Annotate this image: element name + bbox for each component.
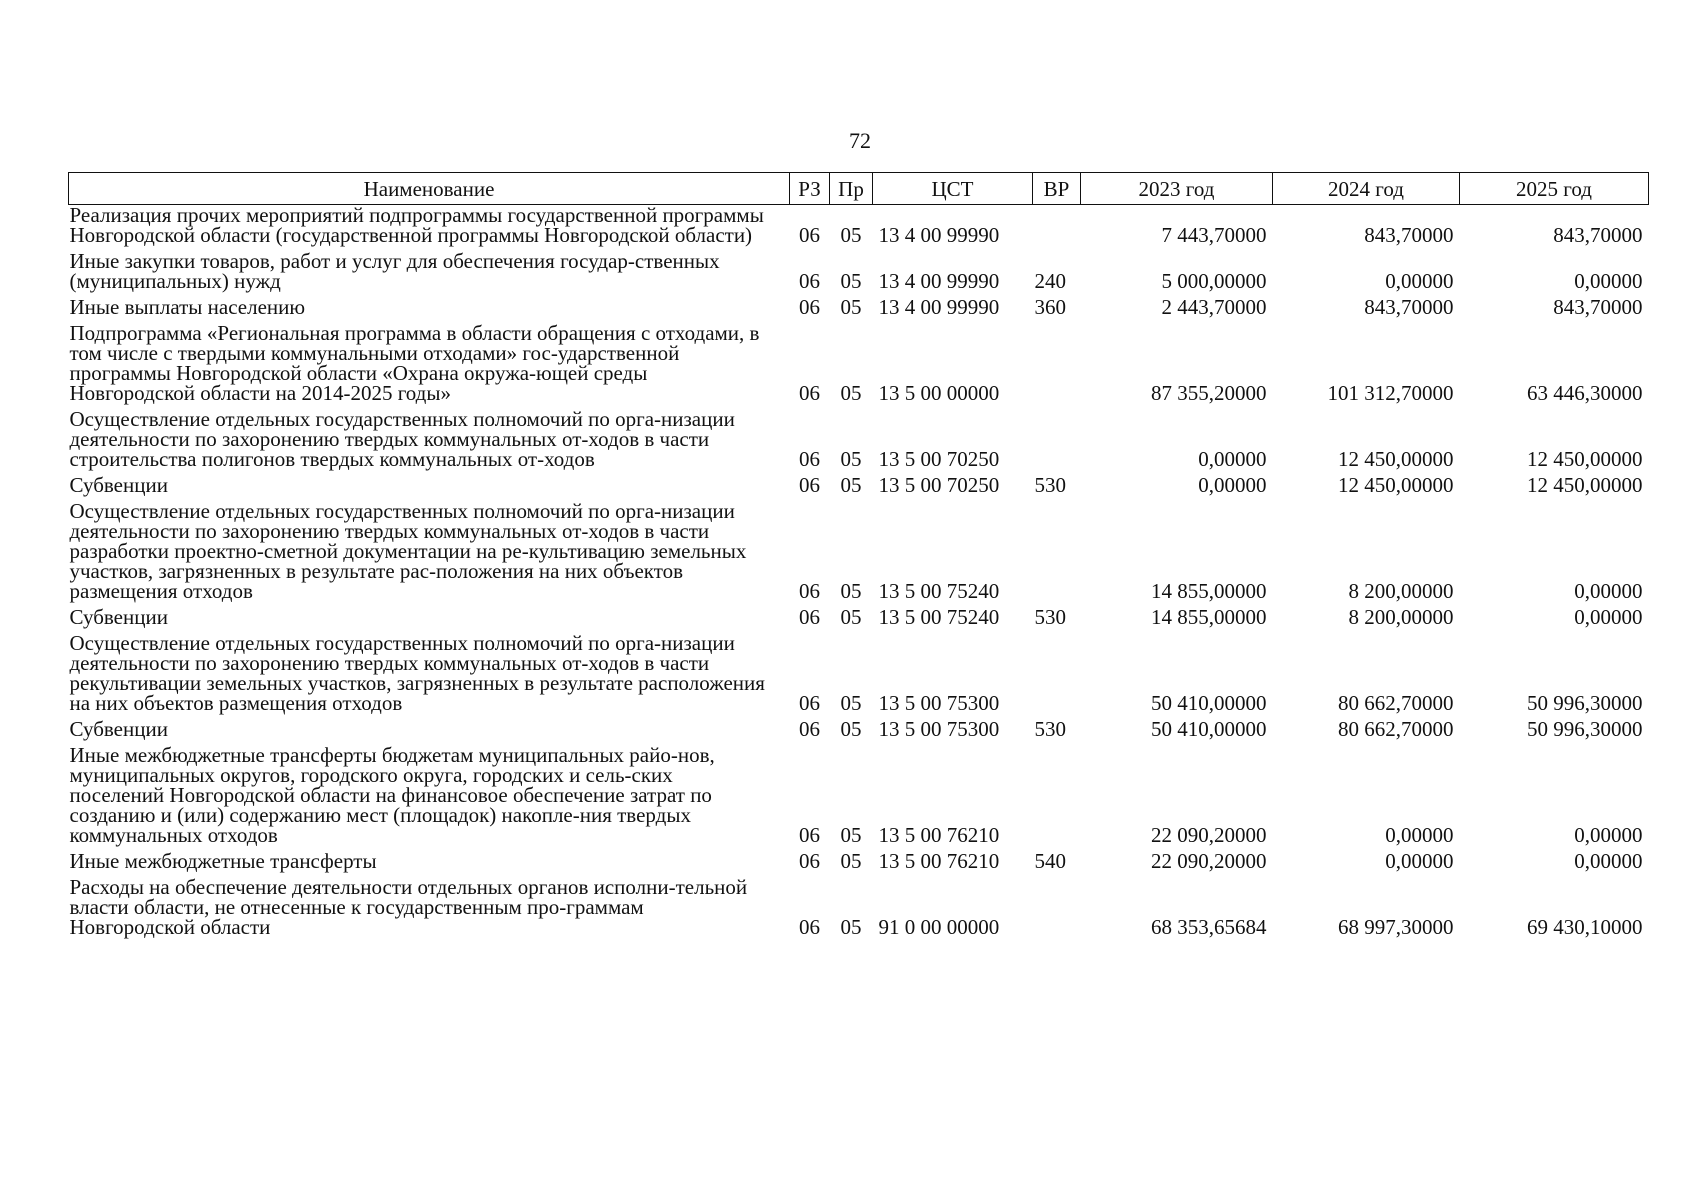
cell-2025: 69 430,10000 [1527, 915, 1643, 939]
cell-cst: 13 4 00 99990 [878, 269, 1000, 293]
cell-name: Иные выплаты населению [69, 295, 306, 319]
cell-cst: 13 5 00 75300 [878, 691, 1000, 715]
cell-2025: 0,00000 [1574, 269, 1643, 293]
cell-name: Субвенции [69, 605, 168, 629]
cell-vr [1033, 741, 1081, 847]
cell-rz: 06 [799, 823, 820, 847]
cell-cst: 13 5 00 76210 [878, 849, 1000, 873]
cell-rz: 06 [799, 605, 820, 629]
cell-2025: 50 996,30000 [1527, 691, 1643, 715]
cell-rz: 06 [799, 717, 820, 741]
cell-2024: 12 450,00000 [1338, 473, 1454, 497]
cell-name: Осуществление отдельных государственных полномочий по орга-низации деятельности по захоронению твердых коммунальных от-ходов в части разработки проектно-сметной документации на ре-культивацию земельных участков, загрязненных в результате рас-положения на них объектов размещения отходов [69, 499, 747, 603]
cell-cst: 13 4 00 99990 [878, 223, 1000, 247]
header-name: Наименование [69, 173, 790, 205]
cell-rz: 06 [799, 381, 820, 405]
cell-rz: 06 [799, 691, 820, 715]
cell-pr: 05 [840, 823, 862, 847]
cell-2023: 0,00000 [1198, 447, 1267, 471]
cell-pr: 05 [840, 579, 862, 603]
cell-2024: 843,70000 [1364, 223, 1454, 247]
cell-2024: 0,00000 [1385, 269, 1454, 293]
cell-name: Расходы на обеспечение деятельности отдельных органов исполни-тельной власти области, не отнесенные к государственным про-граммам Новгородской области [69, 875, 748, 939]
header-2025: 2025 год [1460, 173, 1649, 205]
cell-name: Подпрограмма «Региональная программа в области обращения с отходами, в том числе с твердыми коммунальными отходами» гос-ударственной программы Новгородской области «Охрана окружа-ющей среды Новгородской области на 2014-2025 годы» [69, 321, 760, 405]
table-row [69, 319, 1649, 405]
cell-pr: 05 [840, 691, 862, 715]
table-row [69, 629, 1649, 715]
table-row [69, 205, 1649, 248]
table-body [69, 205, 1649, 940]
cell-2025: 63 446,30000 [1527, 381, 1643, 405]
cell-2023: 0,00000 [1198, 473, 1267, 497]
cell-name: Реализация прочих мероприятий подпрограммы государственной программы Новгородской области (государственной программы Новгородской области) [69, 203, 764, 247]
header-2023: 2023 год [1081, 173, 1273, 205]
cell-cst: 13 5 00 00000 [878, 381, 1000, 405]
cell-2023: 14 855,00000 [1151, 605, 1267, 629]
cell-2025: 12 450,00000 [1527, 473, 1643, 497]
cell-pr: 05 [840, 849, 862, 873]
table-row [69, 497, 1649, 603]
cell-2023: 68 353,65684 [1151, 915, 1267, 939]
cell-cst: 13 5 00 75300 [878, 717, 1000, 741]
cell-2023: 14 855,00000 [1151, 579, 1267, 603]
cell-rz: 06 [799, 473, 820, 497]
cell-vr [1033, 405, 1081, 471]
cell-vr: 540 [1034, 849, 1066, 873]
table-row [69, 847, 1649, 873]
cell-2025: 0,00000 [1574, 823, 1643, 847]
cell-2023: 5 000,00000 [1161, 269, 1267, 293]
cell-pr: 05 [840, 717, 862, 741]
cell-vr [1033, 629, 1081, 715]
cell-vr [1033, 497, 1081, 603]
cell-vr: 530 [1034, 605, 1066, 629]
cell-2025: 0,00000 [1574, 579, 1643, 603]
table-row [69, 873, 1649, 939]
cell-vr: 530 [1034, 717, 1066, 741]
cell-name: Иные межбюджетные трансферты бюджетам муниципальных райо-нов, муниципальных округов, городского округа, городских и сель-ских поселений Новгородской области на финансовое обеспечение затрат по созданию и (или) содержанию мест (площадок) накопле-ния твердых коммунальных отходов [69, 743, 715, 847]
cell-cst: 13 5 00 70250 [878, 447, 1000, 471]
cell-name: Субвенции [69, 717, 168, 741]
cell-2023: 50 410,00000 [1151, 717, 1267, 741]
cell-2025: 843,70000 [1553, 295, 1643, 319]
header-vr: ВР [1033, 173, 1081, 205]
table-row [69, 741, 1649, 847]
cell-2024: 8 200,00000 [1348, 579, 1454, 603]
cell-2023: 50 410,00000 [1151, 691, 1267, 715]
cell-2024: 68 997,30000 [1338, 915, 1454, 939]
cell-2024: 101 312,70000 [1327, 381, 1454, 405]
cell-pr: 05 [840, 915, 862, 939]
cell-2023: 22 090,20000 [1151, 849, 1267, 873]
table-row [69, 247, 1649, 293]
cell-2023: 87 355,20000 [1151, 381, 1267, 405]
cell-2023: 2 443,70000 [1161, 295, 1267, 319]
cell-pr: 05 [840, 295, 862, 319]
cell-2024: 80 662,70000 [1338, 717, 1454, 741]
cell-2024: 0,00000 [1385, 823, 1454, 847]
cell-cst: 13 5 00 76210 [878, 823, 1000, 847]
budget-table-container [68, 172, 1648, 939]
header-2024: 2024 год [1273, 173, 1460, 205]
page-number: 72 [849, 128, 871, 153]
cell-cst: 91 0 00 00000 [878, 915, 1000, 939]
cell-vr [1033, 205, 1081, 248]
cell-cst: 13 5 00 75240 [878, 579, 1000, 603]
cell-rz: 06 [799, 849, 820, 873]
cell-pr: 05 [840, 223, 862, 247]
table-row [69, 471, 1649, 497]
table-row [69, 603, 1649, 629]
cell-pr: 05 [840, 473, 862, 497]
cell-2024: 843,70000 [1364, 295, 1454, 319]
cell-2024: 0,00000 [1385, 849, 1454, 873]
cell-vr: 360 [1034, 295, 1066, 319]
cell-name: Иные межбюджетные трансферты [69, 849, 377, 873]
cell-2025: 50 996,30000 [1527, 717, 1643, 741]
cell-2025: 0,00000 [1574, 605, 1643, 629]
cell-vr [1033, 873, 1081, 939]
cell-rz: 06 [799, 223, 820, 247]
cell-2025: 0,00000 [1574, 849, 1643, 873]
cell-pr: 05 [840, 447, 862, 471]
cell-name: Иные закупки товаров, работ и услуг для обеспечения государ-ственных (муниципальных) нужд [69, 249, 720, 293]
header-pr: Пр [830, 173, 873, 205]
table-header [69, 173, 1649, 205]
cell-pr: 05 [840, 381, 862, 405]
cell-rz: 06 [799, 295, 820, 319]
cell-2023: 22 090,20000 [1151, 823, 1267, 847]
cell-rz: 06 [799, 579, 820, 603]
cell-2024: 8 200,00000 [1348, 605, 1454, 629]
cell-name: Осуществление отдельных государственных полномочий по орга-низации деятельности по захоронению твердых коммунальных от-ходов в части строительства полигонов твердых коммунальных от-ходов [69, 407, 735, 471]
cell-pr: 05 [840, 605, 862, 629]
cell-cst: 13 5 00 75240 [878, 605, 1000, 629]
header-rz: РЗ [790, 173, 830, 205]
cell-vr [1033, 319, 1081, 405]
cell-2024: 80 662,70000 [1338, 691, 1454, 715]
cell-cst: 13 5 00 70250 [878, 473, 1000, 497]
table-row [69, 715, 1649, 741]
header-row [69, 173, 1649, 205]
cell-2025: 12 450,00000 [1527, 447, 1643, 471]
table-row [69, 405, 1649, 471]
cell-name: Осуществление отдельных государственных полномочий по орга-низации деятельности по захоронению твердых коммунальных от-ходов в части рекультивации земельных участков, загрязненных в результате расположения на них объектов размещения отходов [69, 631, 765, 715]
cell-vr: 530 [1034, 473, 1066, 497]
cell-2024: 12 450,00000 [1338, 447, 1454, 471]
cell-cst: 13 4 00 99990 [878, 295, 1000, 319]
cell-2025: 843,70000 [1553, 223, 1643, 247]
cell-2023: 7 443,70000 [1161, 223, 1267, 247]
cell-rz: 06 [799, 447, 820, 471]
table-row [69, 293, 1649, 319]
cell-name: Субвенции [69, 473, 168, 497]
cell-rz: 06 [799, 915, 820, 939]
cell-vr: 240 [1034, 269, 1066, 293]
cell-pr: 05 [840, 269, 862, 293]
cell-rz: 06 [799, 269, 820, 293]
budget-table [68, 172, 1649, 939]
header-cst: ЦСТ [873, 173, 1033, 205]
